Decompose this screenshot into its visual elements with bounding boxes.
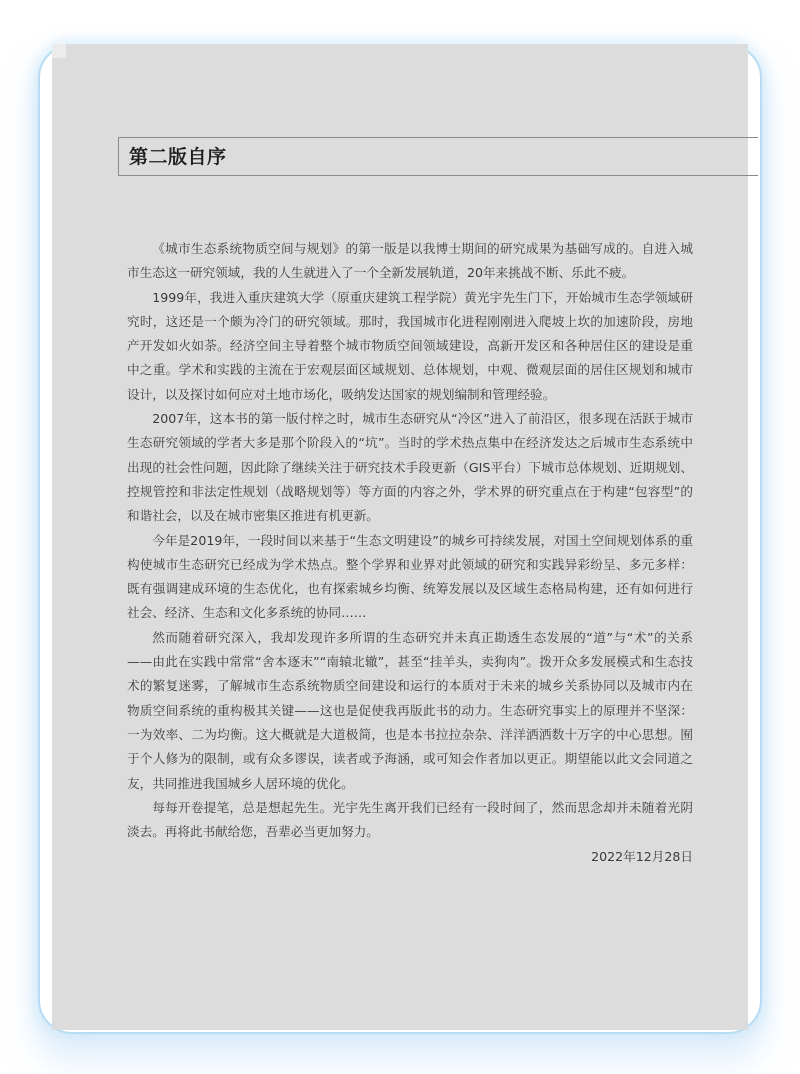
document-page: [52, 44, 748, 1030]
chapter-title-box: [118, 137, 758, 176]
page-corner-mark: [52, 44, 66, 58]
preface-date: 2022年12月28日: [591, 849, 693, 865]
paragraph-6: 每每开卷提笔，总是想起先生。光宇先生离开我们已经有一段时间了，然而思念却并未随着光阴淡去。再将此书献给您，吾辈必当更加努力。: [127, 799, 693, 840]
paragraph-2: 1999年，我进入重庆建筑大学（原重庆建筑工程学院）黄光宇先生门下，开始城市生态学领域研究时，这还是一个颇为冷门的研究领域。那时，我国城市化进程刚刚进入爬坡上坎的加速阶段，房地产开发如火如荼。经济空间主导着整个城市物质空间领域建设，高新开发区和各种居住区的建设是重中之重。学术和实践的主流在于宏观层面区域规划、总体规划，中观、微观层面的居住区规划和城市设计，以及探讨如何应对土地市场化，吸纳发达国家的规划编制和管理经验。: [127, 289, 693, 402]
paragraph-3: 2007年，这本书的第一版付梓之时，城市生态研究从“冷区”进入了前沿区，很多现在活跃于城市生态研究领域的学者大多是那个阶段入的“坑”。当时的学术热点集中在经济发达之后城市生态系统中出现的社会性问题，因此除了继续关注于研究技术手段更新（GIS平台）下城市总体规划、近期规划、控规管控和非法定性规划（战略规划等）等方面的内容之外，学术界的研究重点在于构建“包容型”的和谐社会，以及在城市密集区推进有机更新。: [127, 411, 693, 524]
paragraph-5: 然而随着研究深入，我却发现许多所谓的生态研究并未真正勘透生态发展的“道”与“术”的关系——由此在实践中常常“舍本逐末”“南辕北辙”，甚至“挂羊头，卖狗肉”。拨开众多发展模式和生态技术的繁复迷雾，了解城市生态系统物质空间建设和运行的本质对于未来的城乡关系协同以及城市内在物质空间系统的重构极其关键——这也是促使我再版此书的动力。生态研究事实上的原理并不坚深：一为效率、二为均衡。这大概就是大道极简，也是本书拉拉杂杂、洋洋洒洒数十万字的中心思想。囿于个人修为的限制，或有众多谬误，读者或予海涵，或可知会作者加以更正。期望能以此文会同道之友，共同推进我国城乡人居环境的优化。: [127, 629, 693, 791]
paragraph-4: 今年是2019年，一段时间以来基于“生态文明建设”的城乡可持续发展，对国土空间规划体系的重构使城市生态研究已经成为学术热点。整个学界和业界对此领域的研究和实践异彩纷呈、多元多样：既有强调建成环境的生态优化，也有探索城乡均衡、统筹发展以及区域生态格局构建，还有如何进行社会、经济、生态和文化多系统的协同……: [127, 532, 693, 621]
paragraph-1: 《城市生态系统物质空间与规划》的第一版是以我博士期间的研究成果为基础写成的。自进入城市生态这一研究领域，我的人生就进入了一个全新发展轨道，20年来挑战不断、乐此不疲。: [127, 241, 693, 281]
preface-body: [127, 237, 693, 870]
chapter-title: 第二版自序: [129, 146, 227, 168]
